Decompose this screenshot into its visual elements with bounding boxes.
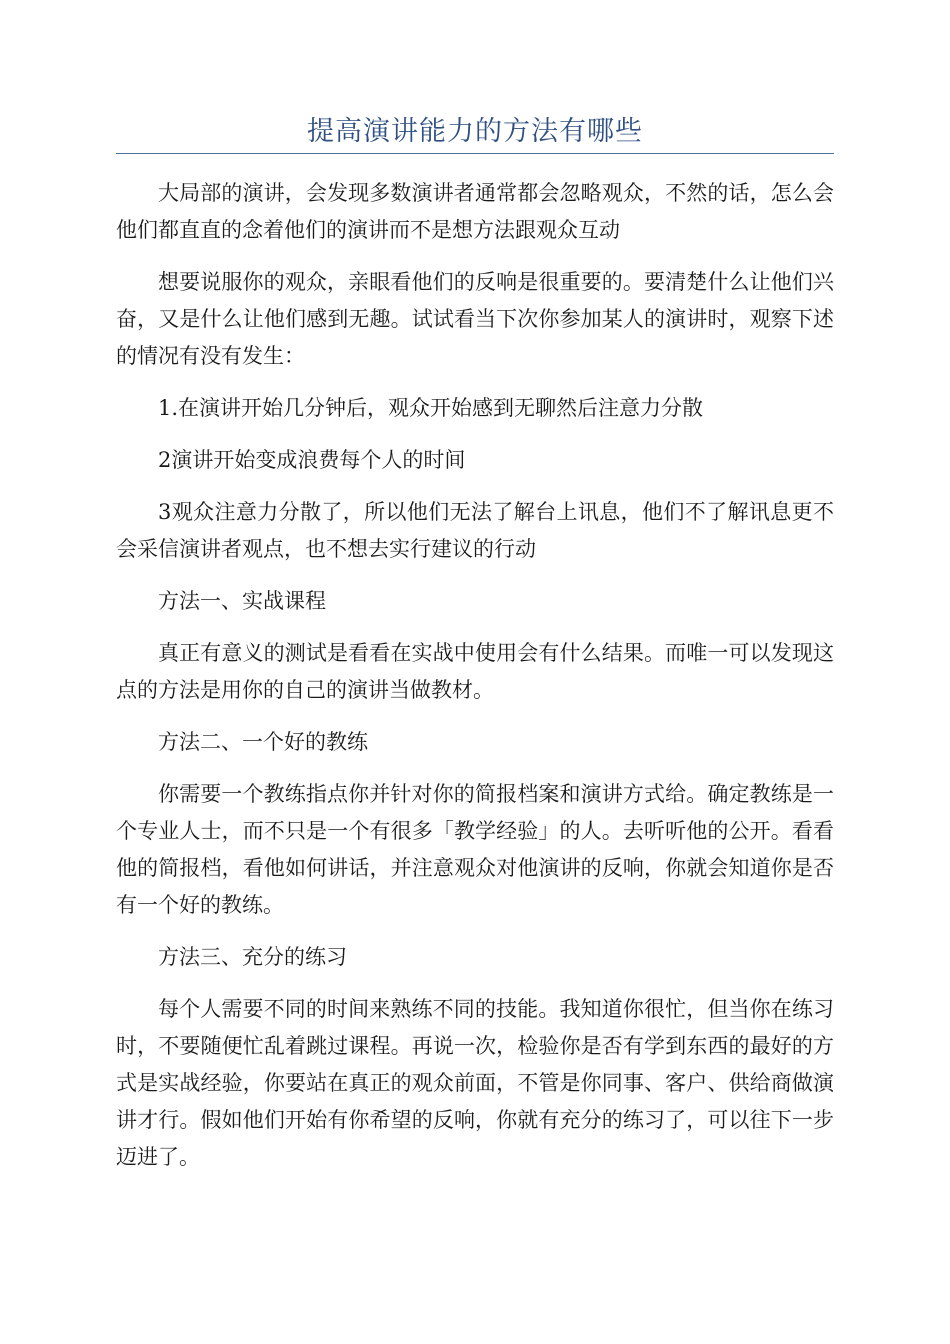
list-item-2: 2演讲开始变成浪费每个人的时间: [158, 448, 466, 472]
title-underline: [116, 153, 834, 154]
section-heading-method-1: 方法一、实战课程: [158, 589, 326, 613]
paragraph-method-1: 真正有意义的测试是看看在实战中使用会有什么结果。而唯一可以发现这点的方法是用你的自己的演讲当做教材。: [116, 641, 834, 702]
list-item-1: 1.在演讲开始几分钟后，观众开始感到无聊然后注意力分散: [158, 396, 704, 420]
document-page: [116, 0, 834, 1344]
document-title: 提高演讲能力的方法有哪些: [307, 116, 643, 147]
section-heading-method-3: 方法三、充分的练习: [158, 945, 347, 969]
paragraph-method-3: 每个人需要不同的时间来熟练不同的技能。我知道你很忙，但当你在练习时，不要随便忙乱着跳过课程。再说一次，检验你是否有学到东西的最好的方式是实战经验，你要站在真正的观众前面，不管是你同事、客户、供给商做演讲才行。假如他们开始有你希望的反响，你就有充分的练习了，可以往下一步迈进了。: [116, 997, 834, 1169]
paragraph-observe: 想要说服你的观众，亲眼看他们的反响是很重要的。要清楚什么让他们兴奋，又是什么让他们感到无趣。试试看当下次你参加某人的演讲时，观察下述的情况有没有发生：: [116, 270, 834, 368]
list-item-3: 3观众注意力分散了，所以他们无法了解台上讯息，他们不了解讯息更不会采信演讲者观点，也不想去实行建议的行动: [116, 500, 834, 561]
section-heading-method-2: 方法二、一个好的教练: [158, 730, 368, 754]
paragraph-intro: 大局部的演讲，会发现多数演讲者通常都会忽略观众，不然的话，怎么会他们都直直的念着他们的演讲而不是想方法跟观众互动: [116, 181, 834, 242]
document-body: [116, 175, 834, 1191]
paragraph-method-2: 你需要一个教练指点你并针对你的简报档案和演讲方式给。确定教练是一个专业人士，而不只是一个有很多「教学经验」的人。去听听他的公开。看看他的简报档，看他如何讲话，并注意观众对他演讲的反响，你就会知道你是否有一个好的教练。: [116, 782, 834, 917]
